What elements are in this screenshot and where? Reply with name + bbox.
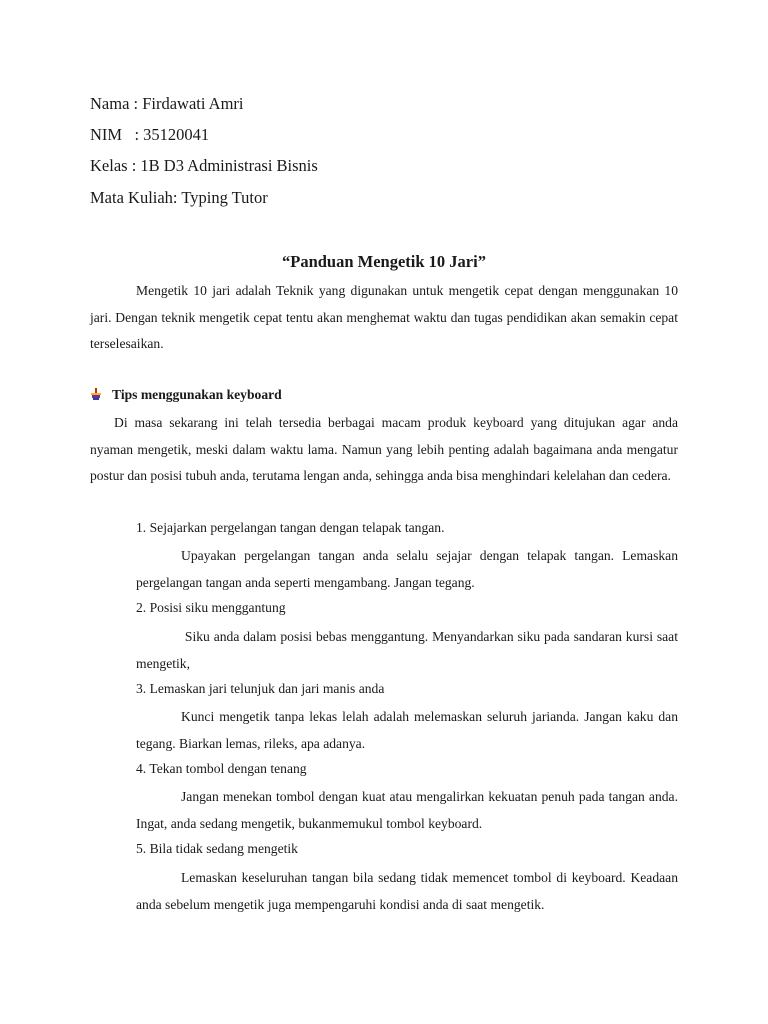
bullet-icon: [90, 388, 102, 400]
intro-paragraph: [90, 278, 678, 358]
tip-item-title: 4. Tekan tombol dengan tenang: [136, 761, 307, 776]
tip-item-title: 2. Posisi siku menggantung: [136, 600, 286, 615]
tip-item-title: 5. Bila tidak sedang mengetik: [136, 841, 298, 856]
intro-text: Mengetik 10 jari adalah Teknik yang digunakan untuk mengetik cepat dengan menggunakan 10 jari. Dengan teknik mengetik cepat tentu akan menghemat waktu dan tugas pendidikan akan semakin cepat terselesaikan.: [90, 283, 678, 352]
tip-item-body: Lemaskan keseluruhan tangan bila sedang tidak memencet tombol di keyboard. Keadaan anda sebelum mengetik juga mempengaruhi kondisi anda di saat mengetik.: [136, 870, 678, 912]
tips-paragraph: [90, 410, 678, 490]
course-name: Mata Kuliah: Typing Tutor: [90, 188, 268, 207]
tip-item-body: Jangan menekan tombol dengan kuat atau mengalirkan kekuatan penuh pada tangan anda. Ingat, anda sedang mengetik, bukanmemukul tombol keyboard.: [136, 789, 678, 831]
tip-item-title: 3. Lemaskan jari telunjuk dan jari manis anda: [136, 681, 385, 696]
student-class: Kelas : 1B D3 Administrasi Bisnis: [90, 156, 318, 175]
tips-heading: [90, 387, 282, 403]
tips-text: Di masa sekarang ini telah tersedia berbagai macam produk keyboard yang ditujukan agar anda nyaman mengetik, meski dalam waktu lama. Namun yang lebih penting adalah bagaimana anda mengatur postur dan posisi tubuh anda, terutama lengan anda, sehingga anda bisa menghindari kelelahan dan cedera.: [90, 415, 678, 484]
tip-item-body: Kunci mengetik tanpa lekas lelah adalah melemaskan seluruh jarianda. Jangan kaku dan tegang. Biarkan lemas, rileks, apa adanya.: [136, 709, 678, 751]
tip-item-body: Siku anda dalam posisi bebas menggantung. Menyandarkan siku pada sandaran kursi saat mengetik,: [136, 629, 682, 671]
tip-item-title: 1. Sejajarkan pergelangan tangan dengan telapak tangan.: [136, 520, 445, 535]
tip-item-body: Upayakan pergelangan tangan anda selalu sejajar dengan telapak tangan. Lemaskan pergelangan tangan anda seperti mengambang. Jangan tegang.: [136, 548, 678, 590]
student-nim: NIM : 35120041: [90, 125, 210, 144]
document-title: “Panduan Mengetik 10 Jari”: [282, 252, 486, 271]
student-name: Nama : Firdawati Amri: [90, 94, 244, 113]
tips-heading-text: Tips menggunakan keyboard: [112, 387, 282, 402]
